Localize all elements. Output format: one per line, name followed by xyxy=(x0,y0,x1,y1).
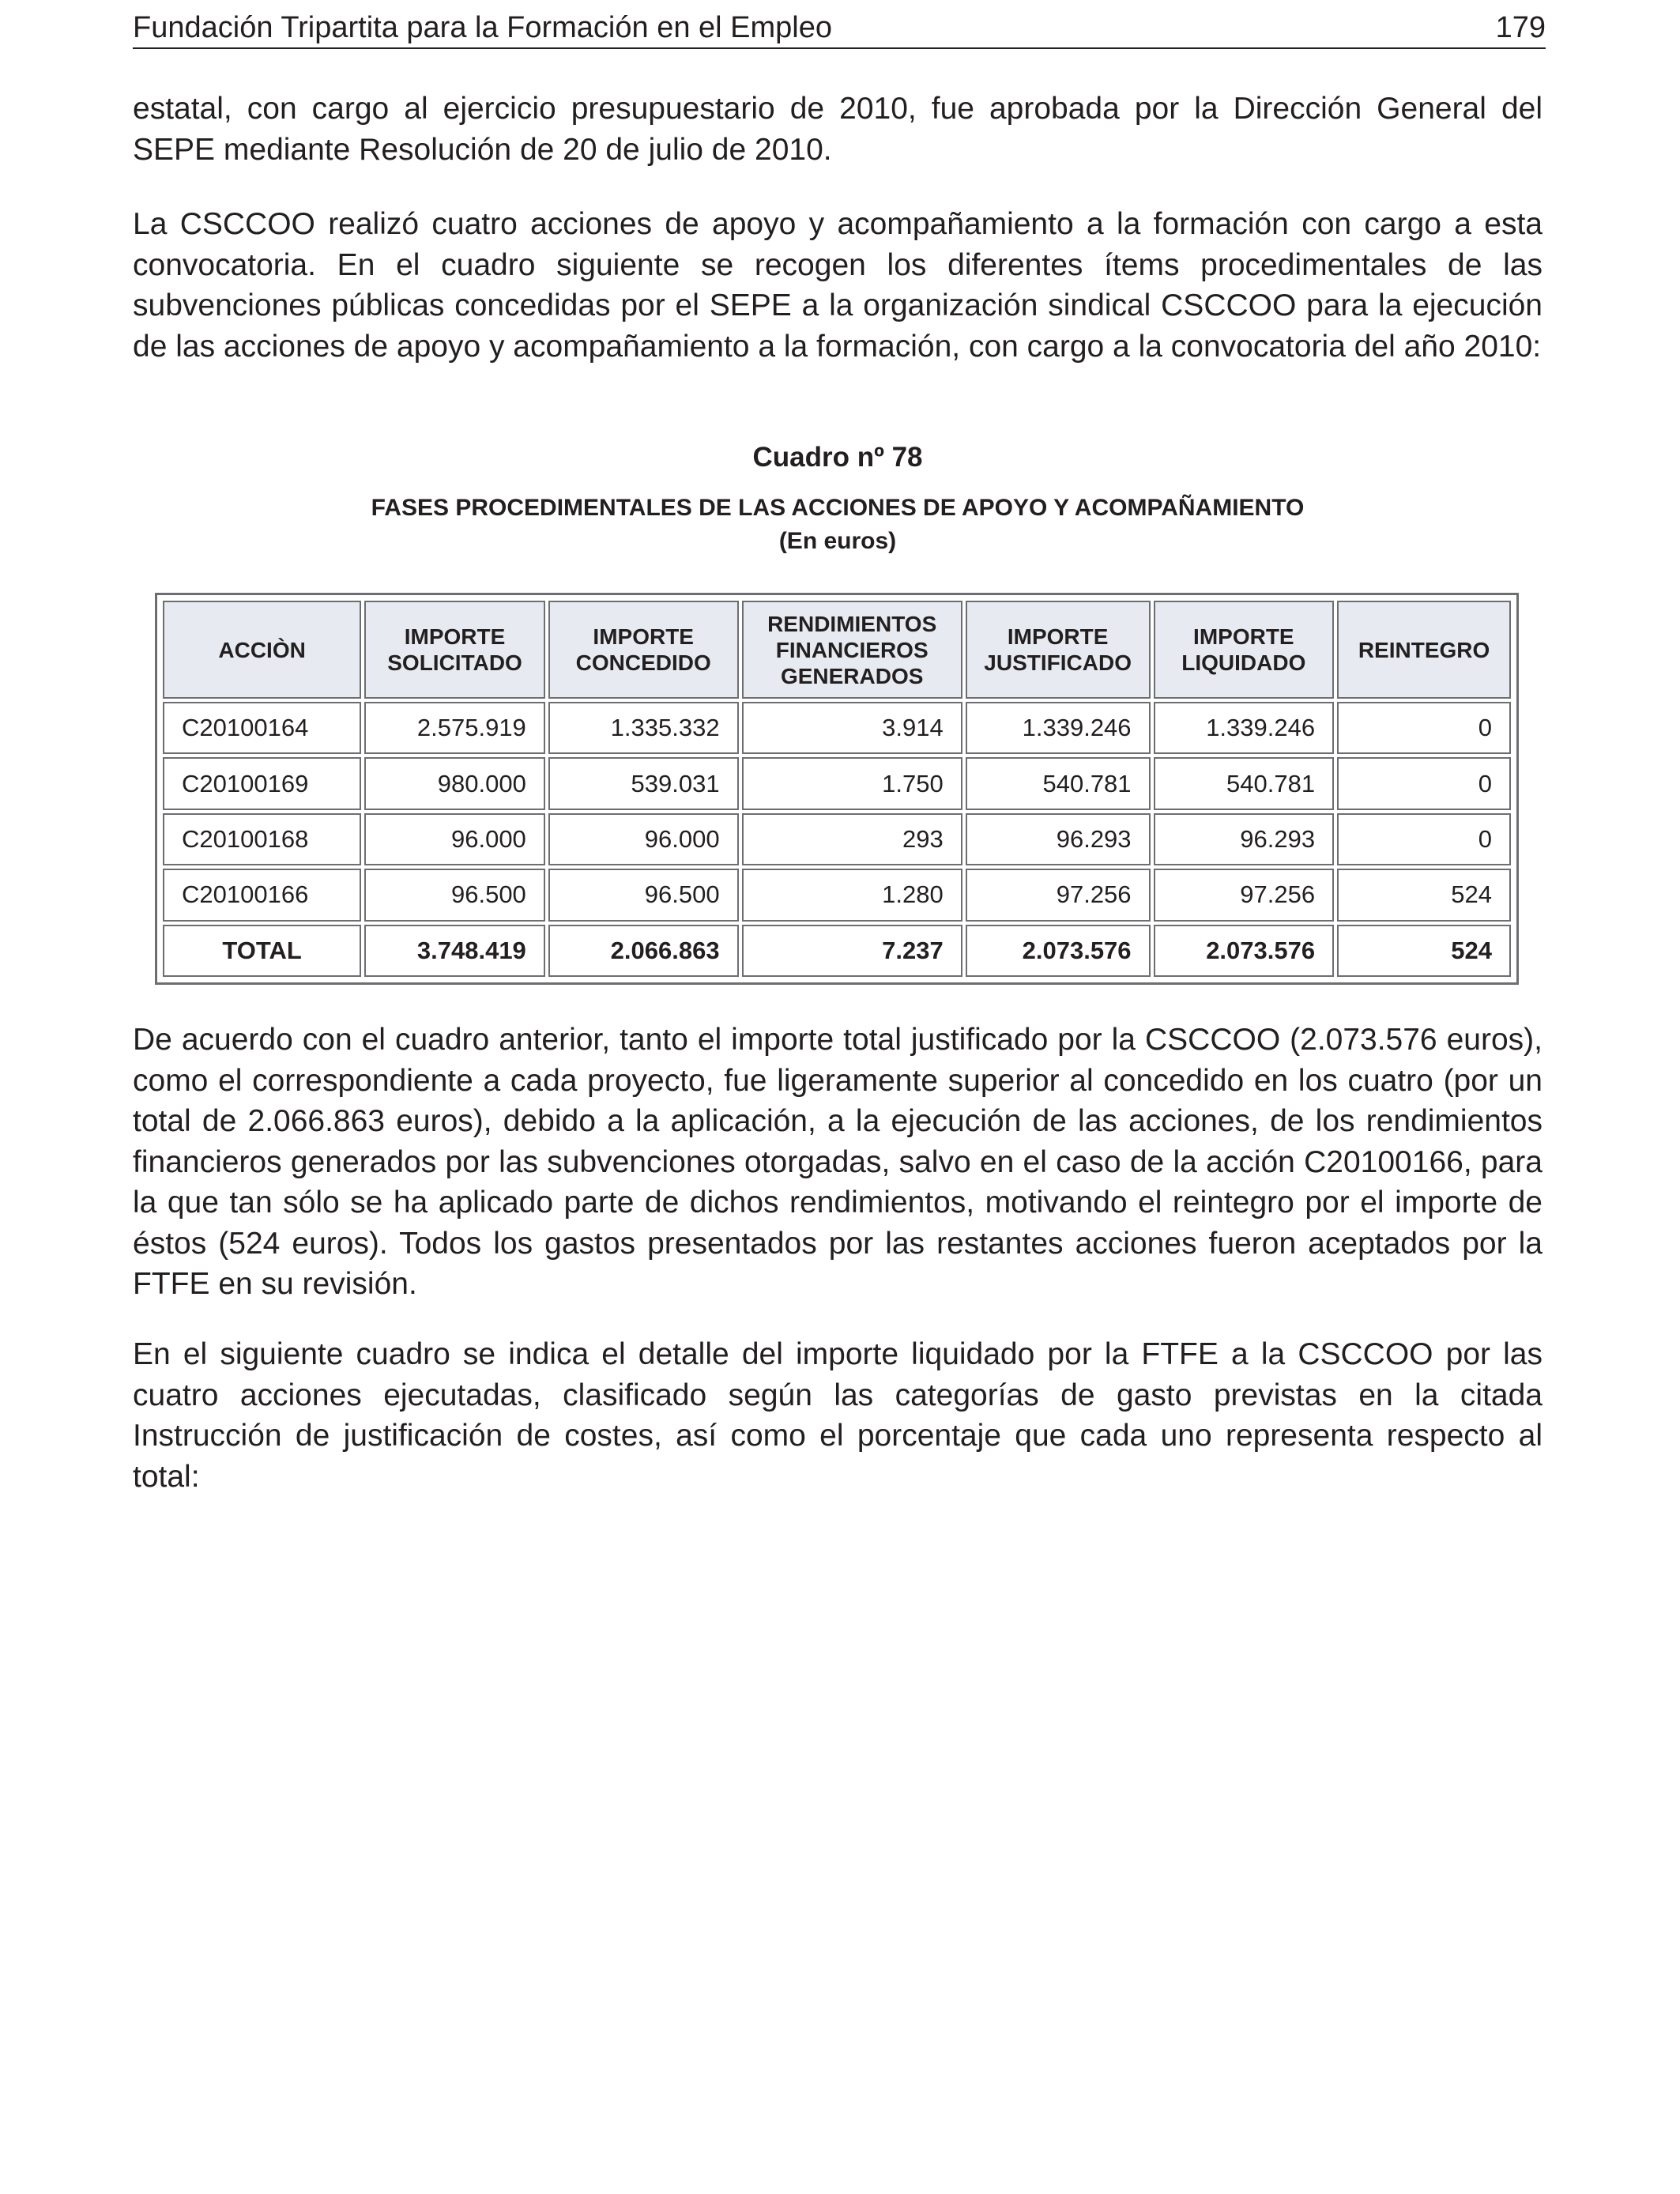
table-frame xyxy=(155,593,1519,985)
column-header-line: REINTEGRO xyxy=(1358,637,1490,662)
amount-cell: 96.000 xyxy=(364,813,545,865)
paragraph-4: En el siguiente cuadro se indica el detalle del importe liquidado por la FTFE a la CSCCOO por las cuatro acciones ejecutadas, clasificado según las categorías de gasto previstas en la citada Instrucción de justificación de costes, así como el porcentaje que cada uno representa respecto al total: xyxy=(133,1337,1543,1494)
column-header-line: RENDIMIENTOS xyxy=(767,611,937,636)
column-header-line: ACCIÒN xyxy=(218,637,306,662)
amount-cell: 96.293 xyxy=(966,813,1151,865)
amount-cell: 3.914 xyxy=(742,702,962,754)
accion-cell: C20100168 xyxy=(163,813,361,865)
amount-cell: 1.280 xyxy=(742,869,962,921)
header-title: Fundación Tripartita para la Formación en el Empleo xyxy=(133,11,833,44)
accion-cell: C20100164 xyxy=(163,702,361,754)
column-header xyxy=(966,601,1151,699)
amount-cell: 1.339.246 xyxy=(1154,702,1335,754)
amount-cell: 0 xyxy=(1337,813,1511,865)
amount-cell: 980.000 xyxy=(364,757,545,809)
amount-cell: 524 xyxy=(1337,869,1511,921)
accion-cell: TOTAL xyxy=(163,925,361,977)
amount-cell: 1.335.332 xyxy=(548,702,739,754)
column-header-line: IMPORTE xyxy=(404,624,506,649)
table-row xyxy=(163,757,1511,809)
table-row xyxy=(163,869,1511,921)
column-header xyxy=(1154,601,1335,699)
column-header xyxy=(163,601,361,699)
column-header-line: SOLICITADO xyxy=(387,650,522,675)
table-units: (En euros) xyxy=(778,528,897,554)
amount-cell: 2.073.576 xyxy=(1154,925,1335,977)
amount-cell: 97.256 xyxy=(966,869,1151,921)
column-header-line: LIQUIDADO xyxy=(1181,650,1306,675)
amount-cell: 2.073.576 xyxy=(966,925,1151,977)
amount-cell: 293 xyxy=(742,813,962,865)
amount-cell: 524 xyxy=(1337,925,1511,977)
amount-cell: 96.000 xyxy=(548,813,739,865)
column-header-line: IMPORTE xyxy=(1193,624,1294,649)
column-header-line: IMPORTE xyxy=(1007,624,1109,649)
page-header xyxy=(133,8,1546,49)
column-header xyxy=(548,601,739,699)
amount-cell: 96.293 xyxy=(1154,813,1335,865)
paragraph-2: La CSCCOO realizó cuatro acciones de apoyo y acompañamiento a la formación con cargo a esta convocatoria. En el cuadro siguiente se recogen los diferentes ítems procedimentales de las subvenciones públicas concedidas por el SEPE a la organización sindical CSCCOO para la ejecución de las acciones de apoyo y acompañamiento a la formación, con cargo a la convocatoria del año 2010: xyxy=(133,207,1543,364)
amount-cell: 1.339.246 xyxy=(966,702,1151,754)
paragraph-3: De acuerdo con el cuadro anterior, tanto el importe total justificado por la CSCCOO (2.073.576 euros), como el correspondiente a cada proyecto, fue ligeramente superior al concedido en los cuatro (por un total de 2.066.863 euros), debido a la aplicación, a la ejecución de las acciones, de los rendimientos financieros generados por las subvenciones otorgadas, salvo en el caso de la acción C20100166, para la que tan sólo se ha aplicado parte de dichos rendimientos, motivando el reintegro por el importe de éstos (524 euros). Todos los gastos presentados por las restantes acciones fueron aceptados por la FTFE en su revisión. xyxy=(133,1023,1543,1301)
amount-cell: 97.256 xyxy=(1154,869,1335,921)
accion-cell: C20100166 xyxy=(163,869,361,921)
fases-table xyxy=(160,598,1514,980)
table-total-row xyxy=(163,925,1511,977)
table-row xyxy=(163,813,1511,865)
column-header-line: IMPORTE xyxy=(593,624,694,649)
amount-cell: 96.500 xyxy=(548,869,739,921)
column-header-line: GENERADOS xyxy=(780,663,924,688)
table-body xyxy=(163,702,1511,977)
column-header xyxy=(1337,601,1511,699)
amount-cell: 3.748.419 xyxy=(364,925,545,977)
amount-cell: 1.750 xyxy=(742,757,962,809)
column-header xyxy=(742,601,962,699)
amount-cell: 7.237 xyxy=(742,925,962,977)
amount-cell: 0 xyxy=(1337,757,1511,809)
amount-cell: 540.781 xyxy=(1154,757,1335,809)
amount-cell: 540.781 xyxy=(966,757,1151,809)
amount-cell: 96.500 xyxy=(364,869,545,921)
amount-cell: 539.031 xyxy=(548,757,739,809)
column-header xyxy=(364,601,545,699)
paragraph-1: estatal, con cargo al ejercicio presupuestario de 2010, fue aprobada por la Dirección General del SEPE mediante Resolución de 20 de julio de 2010. xyxy=(133,92,1543,167)
amount-cell: 2.066.863 xyxy=(548,925,739,977)
table-title: FASES PROCEDIMENTALES DE LAS ACCIONES DE APOYO Y ACOMPAÑAMIENTO xyxy=(371,495,1305,521)
table-number: Cuadro nº 78 xyxy=(752,442,923,473)
accion-cell: C20100169 xyxy=(163,757,361,809)
column-header-line: FINANCIEROS xyxy=(775,637,929,662)
table-header-row xyxy=(163,601,1511,699)
amount-cell: 0 xyxy=(1337,702,1511,754)
column-header-line: CONCEDIDO xyxy=(575,650,711,675)
table-row xyxy=(163,702,1511,754)
page-number: 179 xyxy=(1495,11,1546,44)
column-header-line: JUSTIFICADO xyxy=(984,650,1132,675)
amount-cell: 2.575.919 xyxy=(364,702,545,754)
